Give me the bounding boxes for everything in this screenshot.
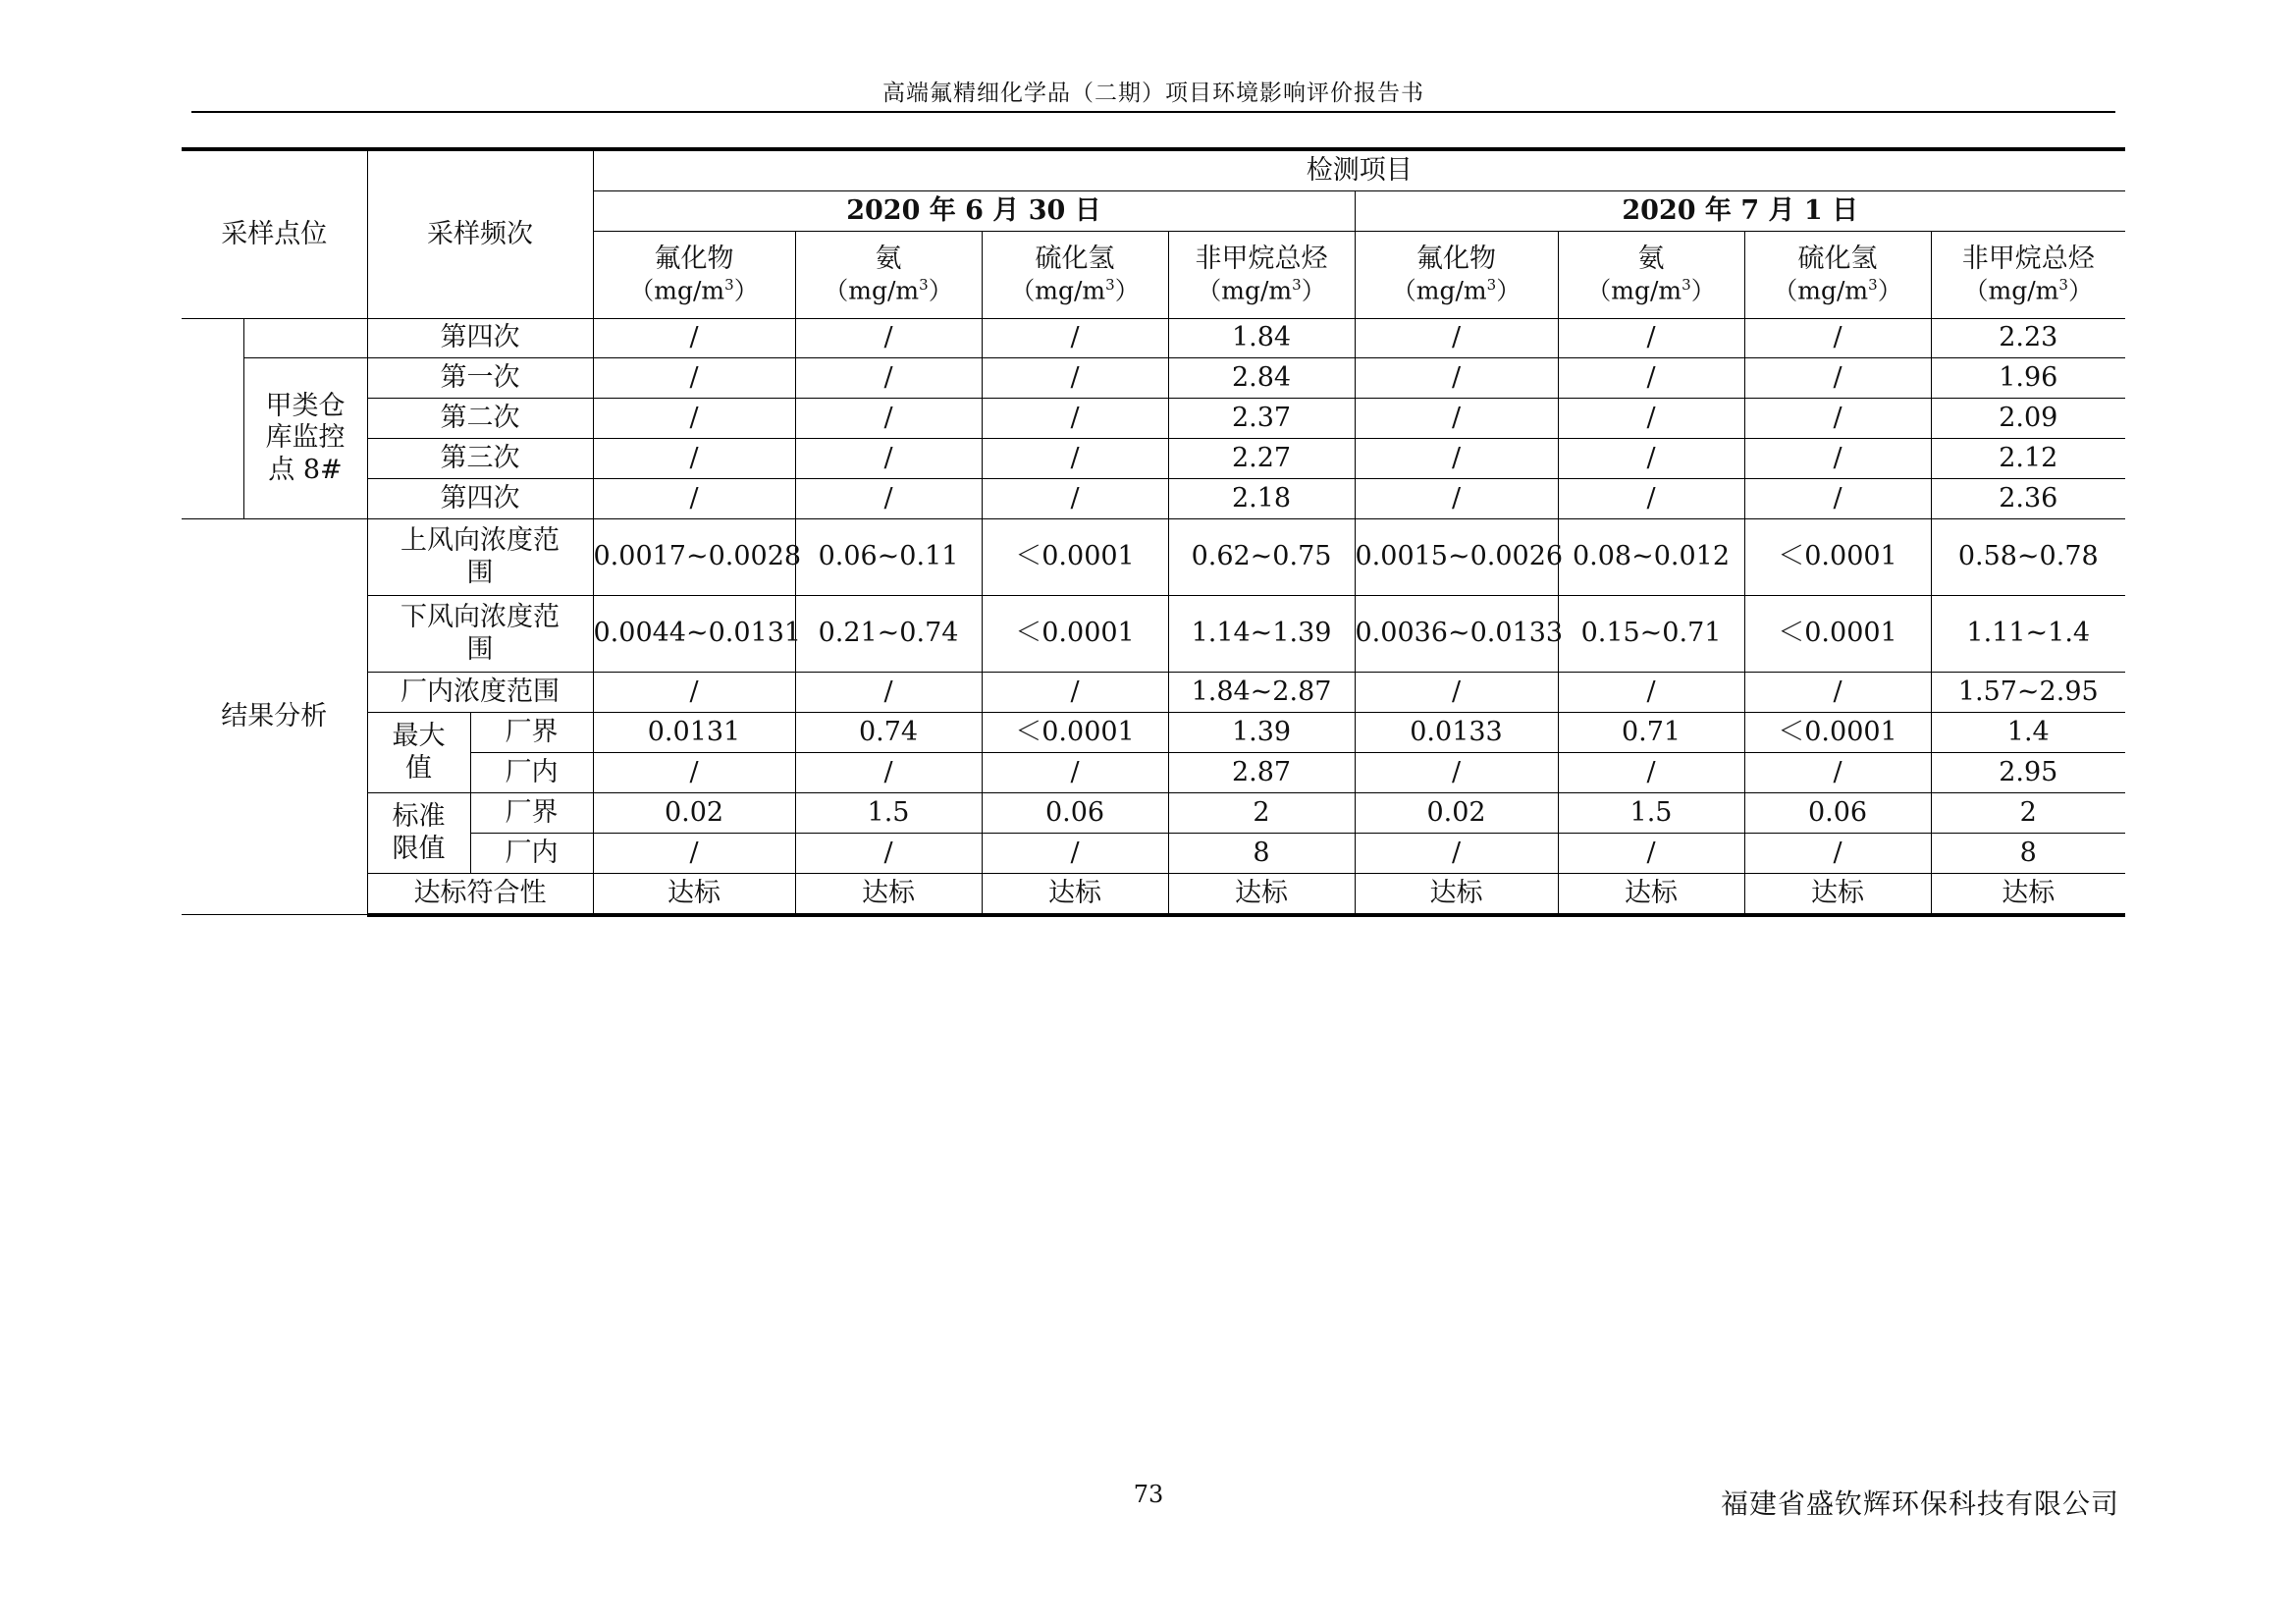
value-cell: / (795, 753, 982, 793)
monitoring-results-table (182, 147, 2125, 917)
value-cell: / (982, 479, 1168, 519)
value-cell: 2.23 (1931, 319, 2125, 358)
value-cell: / (1355, 834, 1558, 874)
value-cell: / (982, 399, 1168, 439)
item-header-hydrogen-sulfide: 硫化氢 $(mg/m^3)$ (1744, 231, 1931, 318)
value-cell: 1.4 (1931, 713, 2125, 753)
value-cell: 2.84 (1168, 358, 1355, 399)
value-cell: 2.18 (1168, 479, 1355, 519)
value-cell: 1.11~1.4 (1931, 596, 2125, 673)
value-cell: 达标 (1744, 874, 1931, 915)
value-cell: 0.06 (1744, 793, 1931, 834)
table-row (182, 479, 2125, 519)
value-cell: / (593, 673, 795, 713)
table-row (182, 713, 2125, 753)
item-header-ammonia: 氨 $(mg/m^3)$ (795, 231, 982, 318)
table-row (182, 439, 2125, 479)
value-cell: 1.84 (1168, 319, 1355, 358)
value-cell: 0.0015~0.0026 (1355, 519, 1558, 596)
value-cell: 达标 (593, 874, 795, 915)
boundary-label: 厂界 (470, 793, 593, 834)
site-spacer (182, 439, 243, 479)
item-header-nmhc: 非甲烷总烃 $(mg/m^3)$ (1168, 231, 1355, 318)
value-cell: 达标 (1558, 874, 1744, 915)
value-cell: / (1558, 834, 1744, 874)
boundary-label: 厂界 (470, 713, 593, 753)
table-row (182, 319, 2125, 358)
upwind-range-label: 上风向浓度范 围 (367, 519, 593, 596)
value-cell: / (795, 319, 982, 358)
value-cell: 0.0044~0.0131 (593, 596, 795, 673)
value-cell: ＜0.0001 (982, 519, 1168, 596)
value-cell: / (982, 673, 1168, 713)
value-cell: 2 (1168, 793, 1355, 834)
value-cell: / (593, 358, 795, 399)
value-cell: / (982, 319, 1168, 358)
company-name: 福建省盛钦辉环保科技有限公司 (1720, 1488, 2119, 1520)
value-cell: / (1744, 479, 1931, 519)
value-cell: 8 (1931, 834, 2125, 874)
value-cell: / (1558, 479, 1744, 519)
table-row (182, 753, 2125, 793)
table-row (182, 519, 2125, 596)
column-header-frequency: 采样频次 (367, 149, 593, 319)
item-header-hydrogen-sulfide: 硫化氢 $(mg/m^3)$ (982, 231, 1168, 318)
value-cell: 1.96 (1931, 358, 2125, 399)
value-cell: / (795, 479, 982, 519)
value-cell: 0.58~0.78 (1931, 519, 2125, 596)
standard-limit-label: 标准 限值 (367, 793, 470, 874)
page-number: 73 (1133, 1481, 1164, 1508)
frequency-cell: 第四次 (367, 319, 593, 358)
value-cell: / (1744, 673, 1931, 713)
value-cell: / (1558, 439, 1744, 479)
value-cell: ＜0.0001 (1744, 596, 1931, 673)
value-cell: 0.62~0.75 (1168, 519, 1355, 596)
value-cell: / (982, 358, 1168, 399)
value-cell: / (1744, 319, 1931, 358)
value-cell: 达标 (1168, 874, 1355, 915)
column-header-detection-items: 检测项目 (593, 149, 2125, 191)
value-cell: 1.84~2.87 (1168, 673, 1355, 713)
table-row (182, 358, 2125, 399)
value-cell: / (1558, 319, 1744, 358)
table-row (182, 793, 2125, 834)
table-row (182, 874, 2125, 915)
value-cell: 0.0133 (1355, 713, 1558, 753)
max-value-label: 最大 值 (367, 713, 470, 793)
value-cell: 2.12 (1931, 439, 2125, 479)
table-row (182, 673, 2125, 713)
value-cell: 达标 (1931, 874, 2125, 915)
date-header-2: 2020 年 7 月 1 日 (1355, 191, 2125, 232)
value-cell: / (1355, 439, 1558, 479)
value-cell: / (1355, 479, 1558, 519)
value-cell: 0.15~0.71 (1558, 596, 1744, 673)
value-cell: 2 (1931, 793, 2125, 834)
value-cell: 0.21~0.74 (795, 596, 982, 673)
value-cell: / (982, 439, 1168, 479)
value-cell: 8 (1168, 834, 1355, 874)
value-cell: / (1355, 673, 1558, 713)
item-header-fluoride: 氟化物 $(mg/m^3)$ (1355, 231, 1558, 318)
value-cell: / (1744, 358, 1931, 399)
value-cell: / (593, 439, 795, 479)
value-cell: 0.02 (593, 793, 795, 834)
site-8-label: 甲类仓 库监控 点 8# (243, 358, 367, 519)
value-cell: 1.57~2.95 (1931, 673, 2125, 713)
value-cell: 1.14~1.39 (1168, 596, 1355, 673)
inner-label: 厂内 (470, 753, 593, 793)
downwind-range-label: 下风向浓度范 围 (367, 596, 593, 673)
frequency-cell: 第一次 (367, 358, 593, 399)
value-cell: / (1744, 399, 1931, 439)
table-row (182, 399, 2125, 439)
frequency-cell: 第四次 (367, 479, 593, 519)
item-header-ammonia: 氨 $(mg/m^3)$ (1558, 231, 1744, 318)
value-cell: / (982, 753, 1168, 793)
value-cell: 2.27 (1168, 439, 1355, 479)
value-cell: / (1355, 753, 1558, 793)
value-cell: ＜0.0001 (1744, 519, 1931, 596)
value-cell: 1.5 (1558, 793, 1744, 834)
value-cell: ＜0.0001 (1744, 713, 1931, 753)
date-header-1: 2020 年 6 月 30 日 (593, 191, 1355, 232)
value-cell: ＜0.0001 (982, 713, 1168, 753)
value-cell: 0.71 (1558, 713, 1744, 753)
site-spacer (182, 358, 243, 399)
column-header-site: 采样点位 (182, 149, 367, 319)
page-header-title: 高端氟精细化学品（二期）项目环境影响评价报告书 (882, 81, 1424, 106)
value-cell: / (795, 834, 982, 874)
value-cell: / (593, 753, 795, 793)
frequency-cell: 第三次 (367, 439, 593, 479)
value-cell: 2.37 (1168, 399, 1355, 439)
value-cell: / (1744, 834, 1931, 874)
item-header-fluoride: 氟化物 $(mg/m^3)$ (593, 231, 795, 318)
value-cell: 0.06 (982, 793, 1168, 834)
value-cell: / (982, 834, 1168, 874)
value-cell: / (795, 358, 982, 399)
site-spacer (182, 479, 243, 519)
value-cell: 达标 (1355, 874, 1558, 915)
value-cell: / (795, 673, 982, 713)
value-cell: / (593, 479, 795, 519)
inside-range-label: 厂内浓度范围 (367, 673, 593, 713)
value-cell: / (1744, 439, 1931, 479)
value-cell: / (1558, 358, 1744, 399)
frequency-cell: 第二次 (367, 399, 593, 439)
value-cell: 0.06~0.11 (795, 519, 982, 596)
value-cell: 0.0017~0.0028 (593, 519, 795, 596)
value-cell: ＜0.0001 (982, 596, 1168, 673)
site-spacer (182, 399, 243, 439)
site-continuation (243, 319, 367, 358)
compliance-label: 达标符合性 (367, 874, 593, 915)
value-cell: 达标 (795, 874, 982, 915)
value-cell: 2.09 (1931, 399, 2125, 439)
result-analysis-label: 结果分析 (182, 519, 367, 915)
value-cell: / (1355, 358, 1558, 399)
value-cell: 0.08~0.012 (1558, 519, 1744, 596)
value-cell: / (593, 319, 795, 358)
value-cell: 1.5 (795, 793, 982, 834)
value-cell: / (1355, 399, 1558, 439)
value-cell: / (1558, 399, 1744, 439)
value-cell: 1.39 (1168, 713, 1355, 753)
value-cell: / (795, 399, 982, 439)
value-cell: / (1558, 673, 1744, 713)
value-cell: 0.02 (1355, 793, 1558, 834)
value-cell: 2.36 (1931, 479, 2125, 519)
value-cell: 0.74 (795, 713, 982, 753)
inner-label: 厂内 (470, 834, 593, 874)
value-cell: 2.95 (1931, 753, 2125, 793)
value-cell: / (1355, 319, 1558, 358)
table-row (182, 596, 2125, 673)
value-cell: / (593, 834, 795, 874)
value-cell: 2.87 (1168, 753, 1355, 793)
item-header-nmhc: 非甲烷总烃 $(mg/m^3)$ (1931, 231, 2125, 318)
value-cell: 达标 (982, 874, 1168, 915)
header-rule (191, 111, 2115, 113)
value-cell: / (1744, 753, 1931, 793)
value-cell: / (795, 439, 982, 479)
value-cell: 0.0131 (593, 713, 795, 753)
table-row (182, 834, 2125, 874)
value-cell: / (1558, 753, 1744, 793)
value-cell: / (593, 399, 795, 439)
site-spacer (182, 319, 243, 358)
value-cell: 0.0036~0.0133 (1355, 596, 1558, 673)
